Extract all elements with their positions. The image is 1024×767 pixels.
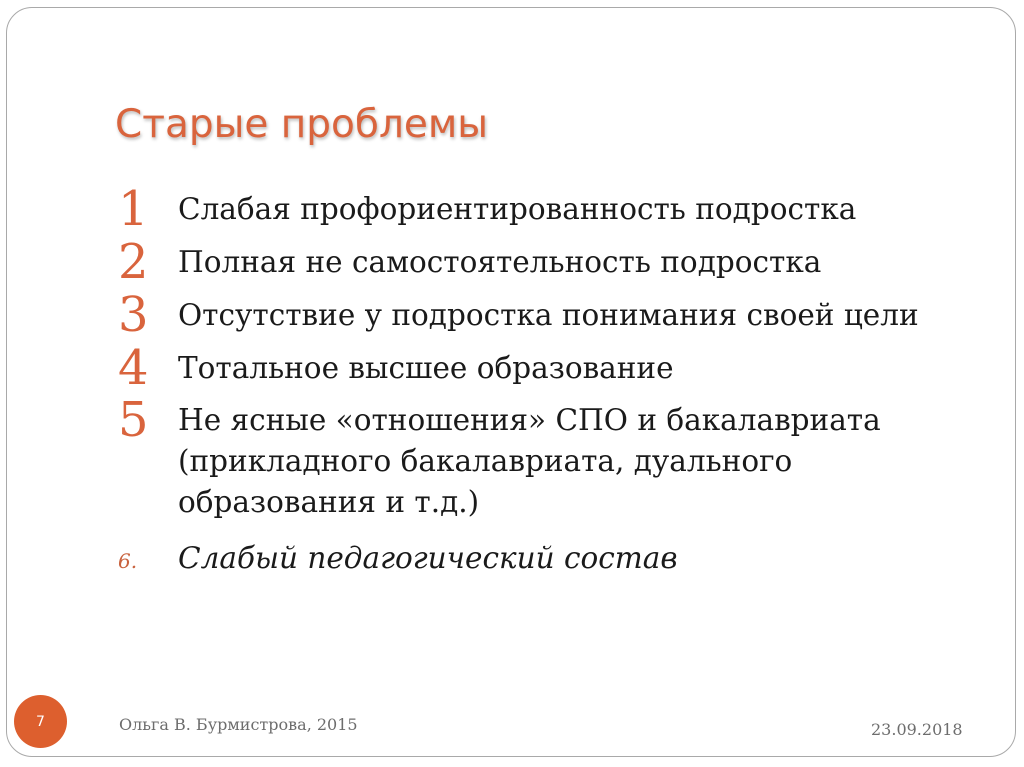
slide-frame — [6, 7, 1016, 757]
list-item-6 — [115, 537, 995, 580]
list-number-6: 6. — [118, 549, 138, 573]
list-text-4: Тотальное высшее образование — [178, 351, 674, 385]
footer-author: Ольга В. Бурмистрова, 2015 — [119, 715, 358, 734]
list-number-4: 4 — [118, 340, 149, 396]
list-item-3 — [115, 287, 995, 343]
list-item-1 — [115, 181, 995, 237]
slide-title: Старые проблемы — [115, 102, 489, 147]
list-item-5 — [115, 392, 995, 523]
list-text-3: Отсутствие у подростка понимания своей цели — [178, 298, 919, 332]
footer-date: 23.09.2018 — [871, 720, 963, 739]
list-item-2 — [115, 234, 995, 290]
page-number: 7 — [36, 713, 45, 730]
list-text-5: Не ясные «отношения» СПО и бакалавриата (прикладного бакалавриата, дуального образования и т.д.) — [178, 403, 881, 519]
list-text-1: Слабая профориентированность подростка — [178, 192, 857, 226]
list-text-2: Полная не самостоятельность подростка — [178, 245, 822, 279]
list-text-6: Слабый педагогический состав — [178, 541, 678, 575]
page-number-badge — [14, 695, 67, 748]
list-number-5: 5 — [118, 392, 149, 448]
list-item-4 — [115, 340, 995, 396]
list-number-3: 3 — [118, 287, 149, 343]
list-number-2: 2 — [118, 234, 149, 290]
list-number-1: 1 — [118, 181, 149, 237]
problem-list — [115, 181, 995, 590]
